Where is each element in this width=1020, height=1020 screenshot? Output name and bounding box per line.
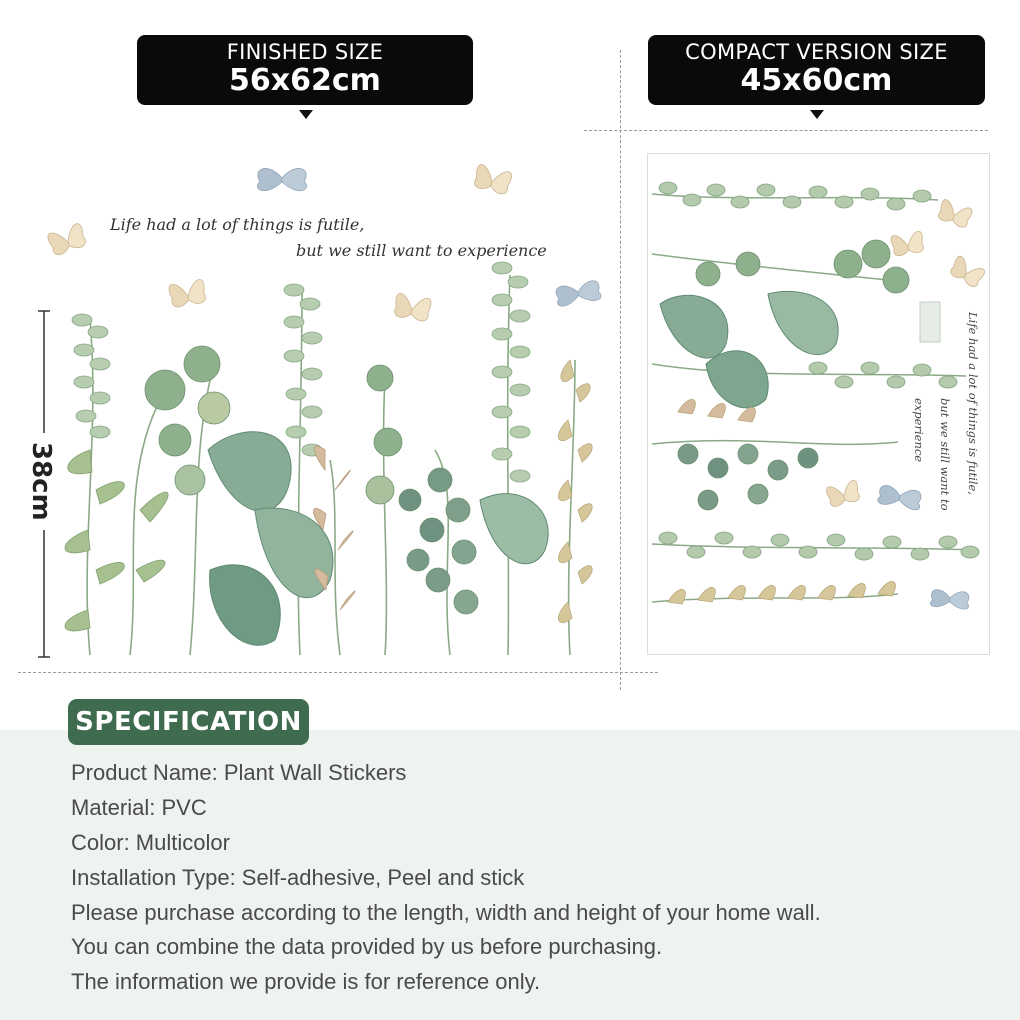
- spec-material: Material: PVC: [71, 795, 207, 820]
- spec-installation-type: Installation Type: Self-adhesive, Peel and stick: [71, 865, 525, 890]
- height-dimension-label: 38cm: [26, 442, 56, 521]
- quote-line-1: Life had a lot of things is futile,: [110, 215, 365, 234]
- compact-plant-illustration: [648, 154, 988, 652]
- spec-color: Color: Multicolor: [71, 830, 230, 855]
- finished-size-value: 56x62cm: [229, 63, 381, 98]
- plant-illustration: [40, 150, 620, 660]
- compact-size-label: [648, 35, 985, 105]
- compact-size-caption: COMPACT VERSION SIZE: [685, 40, 948, 64]
- compact-top-guide: [584, 130, 988, 131]
- compact-quote-line-1: Life had a lot of things is futile,: [966, 312, 980, 495]
- spec-note-combine: You can combine the data provided by us before purchasing.: [71, 934, 663, 959]
- finished-size-pointer: [299, 110, 313, 119]
- compact-quote-line-3: experience: [912, 398, 926, 463]
- compact-quote-line-2: but we still want to: [938, 398, 952, 511]
- compact-size-value: 45x60cm: [740, 63, 893, 98]
- baseline-guide: [18, 672, 658, 673]
- finished-size-caption: FINISHED SIZE: [226, 40, 384, 64]
- finished-size-label: [137, 35, 473, 105]
- spec-note-purchase: Please purchase according to the length, width and height of your home wall.: [71, 900, 821, 925]
- divider-line: [620, 50, 621, 690]
- specification-badge: SPECIFICATION: [68, 699, 309, 745]
- compact-size-pointer: [810, 110, 824, 119]
- spec-product-name: Product Name: Plant Wall Stickers: [71, 760, 407, 785]
- spec-note-reference: The information we provide is for reference only.: [71, 969, 541, 994]
- quote-line-2: but we still want to experience: [296, 241, 547, 260]
